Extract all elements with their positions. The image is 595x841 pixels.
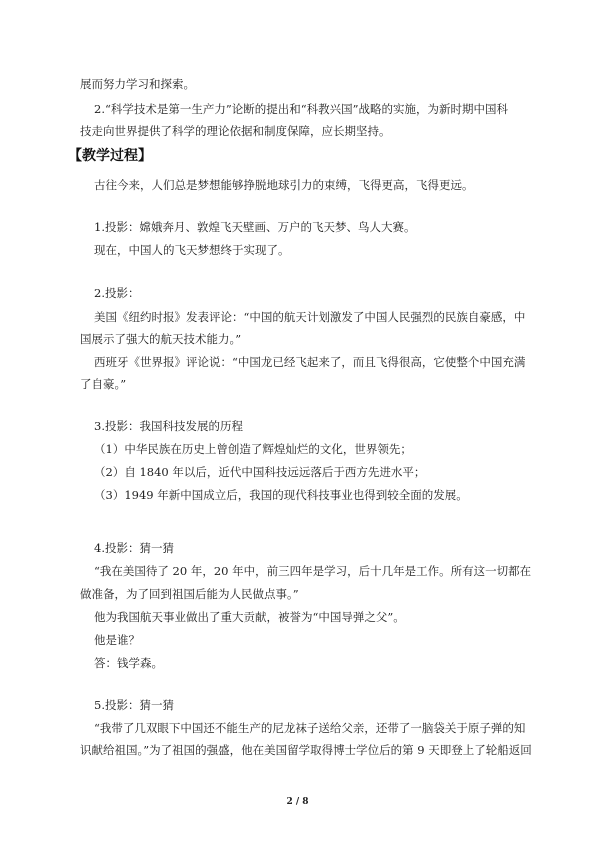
paragraph-line: 5.投影：猜一猜 bbox=[94, 698, 174, 712]
paragraph-line: 做准备，为了回到祖国后能为人民做点事。” bbox=[80, 587, 299, 601]
paragraph-line: 2.投影： bbox=[94, 286, 140, 300]
paragraph-line: 技走向世界提供了科学的理论依据和制度保障，应长期坚持。 bbox=[80, 124, 391, 138]
paragraph-line: “我带了几双眼下中国还不能生产的尼龙袜子送给父亲，还带了一脑袋关于原子弹的知 bbox=[94, 721, 526, 735]
paragraph-line: 美国《纽约时报》发表评论：“中国的航天计划激发了中国人民强烈的民族自豪感，中 bbox=[94, 310, 526, 324]
list-item: （2）自 1840 年以后，近代中国科技远远落后于西方先进水平； bbox=[94, 465, 426, 479]
paragraph-line: 西班牙《世界报》评论说：“中国龙已经飞起来了，而且飞得很高，它使整个中国充满 bbox=[94, 355, 526, 369]
paragraph-line: 答：钱学森。 bbox=[94, 656, 163, 670]
list-item: （3）1949 年新中国成立后，我国的现代科技事业也得到较全面的发展。 bbox=[94, 488, 468, 502]
paragraph-line: 了自豪。” bbox=[80, 377, 127, 391]
paragraph-line: 识献给祖国。”为了祖国的强盛，他在美国留学取得博士学位后的第 9 天即登上了轮船返回 bbox=[80, 743, 532, 757]
paragraph-line: 展而努力学习和探索。 bbox=[80, 77, 195, 91]
page-number: 2 / 8 bbox=[286, 797, 309, 807]
paragraph-line: 国展示了强大的航天技术能力。” bbox=[80, 332, 242, 346]
paragraph-line: “我在美国待了 20 年，20 年中，前三四年是学习，后十几年是工作。所有这一切都在 bbox=[94, 564, 532, 578]
paragraph-line: 他为我国航天事业做出了重大贡献，被誉为“中国导弹之父”。 bbox=[94, 610, 405, 624]
paragraph-line: 4.投影：猜一猜 bbox=[94, 541, 174, 555]
paragraph-line: 1.投影：嫦娥奔月、敦煌飞天壁画、万户的飞天梦、鸟人大赛。 bbox=[94, 220, 416, 234]
list-item: （1）中华民族在历史上曾创造了辉煌灿烂的文化，世界领先； bbox=[94, 442, 412, 456]
paragraph-line: 3.投影：我国科技发展的历程 bbox=[94, 419, 243, 433]
paragraph-line: 2.“科学技术是第一生产力”论断的提出和“科教兴国”战略的实施，为新时期中国科 bbox=[94, 102, 508, 116]
paragraph-line: 古往今来，人们总是梦想能够挣脱地球引力的束缚，飞得更高，飞得更远。 bbox=[94, 178, 474, 192]
paragraph-line: 现在，中国人的飞天梦想终于实现了。 bbox=[94, 243, 290, 257]
section-heading: 【教学过程】 bbox=[68, 148, 152, 164]
paragraph-line: 他是谁？ bbox=[94, 633, 140, 647]
